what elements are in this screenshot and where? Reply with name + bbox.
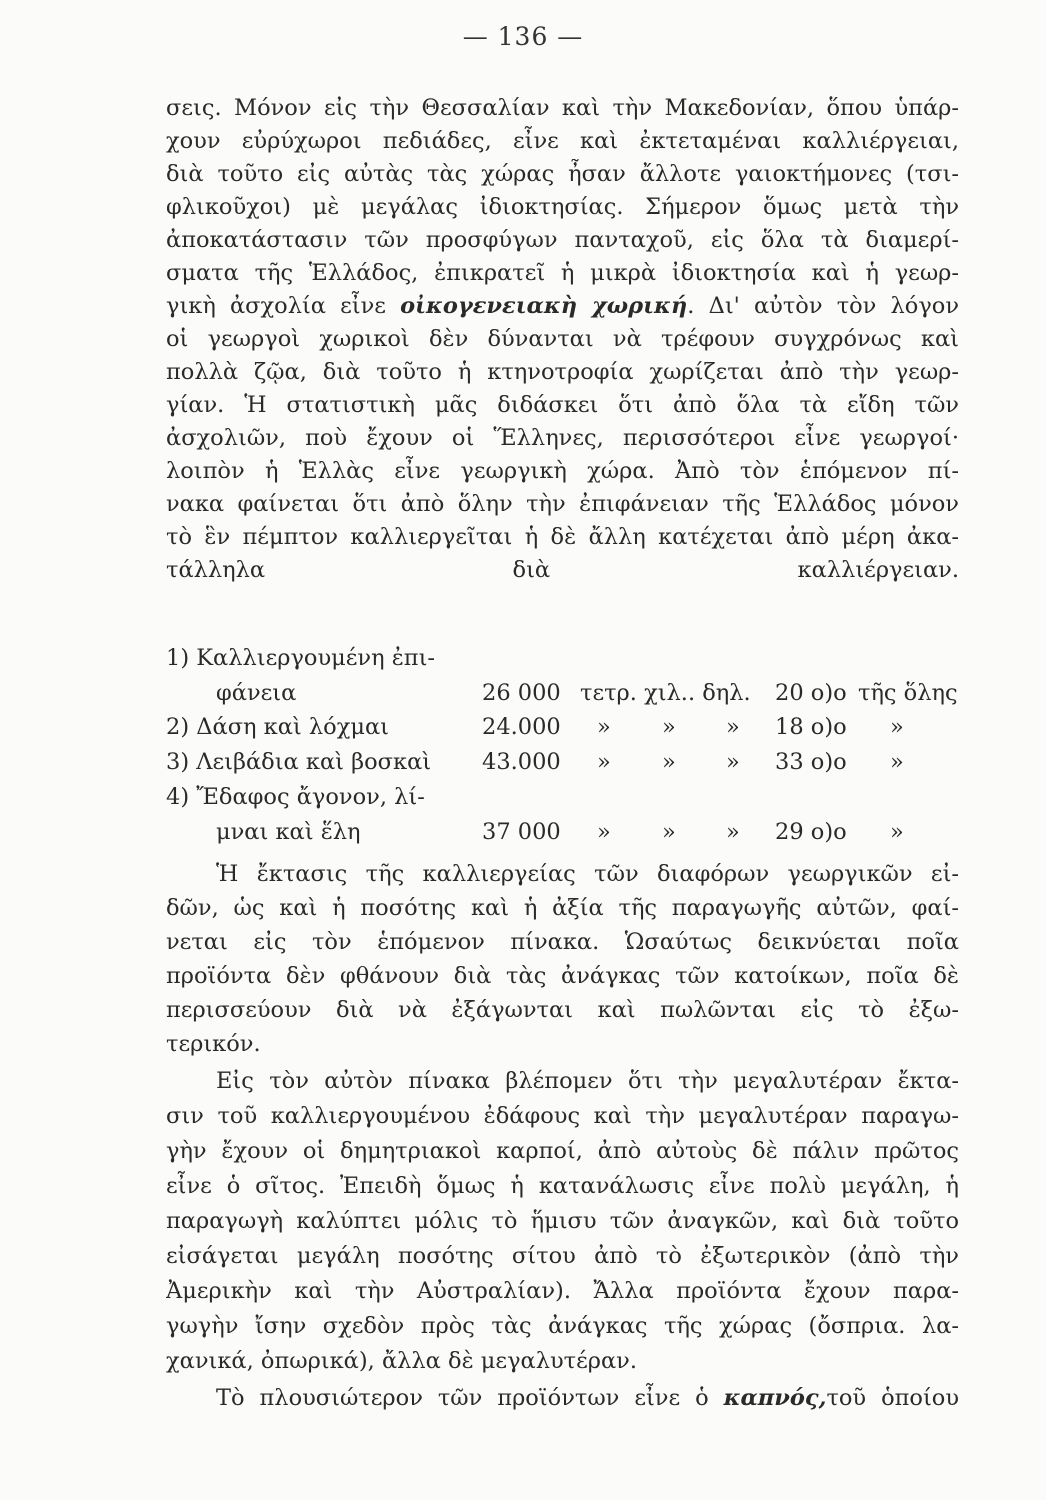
text-line: τερικόν. [166,1031,261,1057]
row-amount: 24.000 [482,714,561,740]
text-line: παραγωγὴ καλύπτει μόλις τὸ ἥμισυ τῶν ἀναγκῶν, καὶ διὰ τοῦτο [166,1208,959,1234]
text-line: γωγὴν ἴσην σχεδὸν πρὸς τὰς ἀνάγκας τῆς χώρας (ὄσπρια. λα- [166,1313,959,1339]
row-label: 3) Λειβάδια καὶ βοσκαὶ [166,749,432,775]
page-number: — 136 — [462,22,584,51]
row-suffix: » [890,819,904,845]
text-line: εἰσάγεται μεγάλη ποσότης σίτου ἀπὸ τὸ ἐξωτερικὸν (ἀπὸ τὴν [166,1243,959,1269]
text-fragment: γικὴ ἀσχολία εἶνε [166,293,401,319]
text-line: ἀποκατάστασιν τῶν προσφύγων πανταχοῦ, εἰς ὅλα τὰ διαμερί- [166,227,959,253]
text-fragment: . Δι' αὐτὸν τὸν λόγον [687,293,959,319]
row-amount: 37 000 [482,819,561,845]
row-unit: τετρ. χιλ.. δηλ. [580,680,751,706]
text-line [216,1383,959,1413]
row-label: φάνεια [216,680,297,706]
text-fragment: Τὸ πλουσιώτερον τῶν προϊόντων εἶνε ὁ [216,1385,724,1411]
row-unit: » [597,819,611,845]
text-line: πολλὰ ζῷα, διὰ τοῦτο ἡ κτηνοτροφία χωρίζεται ἀπὸ τὴν γεωρ- [166,359,959,385]
text-line: γίαν. Ἡ στατιστικὴ μᾶς διδάσκει ὅτι ἀπὸ ὅλα τὰ εἴδη τῶν [166,392,959,418]
row-label: 2) Δάση καὶ λόχμαι [166,714,389,740]
row-unit: » [726,749,740,775]
text-line: εἶνε ὁ σῖτος. Ἐπειδὴ ὅμως ἡ κατανάλωσις εἶνε πολὺ μεγάλη, ἡ [166,1173,959,1199]
text-line: λοιπὸν ἡ Ἑλλὰς εἶνε γεωργικὴ χώρα. Ἀπὸ τὸν ἑπόμενον πί- [166,458,959,484]
text-line: σεις. Μόνον εἰς τὴν Θεσσαλίαν καὶ τὴν Μακεδονίαν, ὅπου ὑπάρ- [166,95,959,121]
text-line: νεται εἰς τὸν ἑπόμενον πίνακα. Ὡσαύτως δεικνύεται ποῖα [166,929,959,955]
text-line: Ἡ ἔκτασις τῆς καλλιεργείας τῶν διαφόρων γεωργικῶν εἰ- [216,861,959,887]
row-unit: » [726,714,740,740]
row-percent: 29 ο)ο [775,819,847,845]
row-suffix: τῆς ὅλης [858,680,958,706]
row-percent: 20 ο)ο [775,680,847,706]
text-line: δῶν, ὡς καὶ ἡ ποσότης καὶ ἡ ἀξία τῆς παραγωγῆς αὐτῶν, φαί- [166,895,959,921]
text-line: οἱ γεωργοὶ χωρικοὶ δὲν δύνανται νὰ τρέφουν συγχρόνως καὶ [166,326,959,352]
text-line: ἀσχολιῶν, ποὺ ἔχουν οἱ Ἕλληνες, περισσότεροι εἶνε γεωργοί· [166,425,959,451]
text-line: τὸ ἓν πέμπτον καλλιεργεῖται ἡ δὲ ἄλλη κατέχεται ἀπὸ μέρη ἀκα- [166,524,959,550]
text-line: περισσεύουν διὰ νὰ ἐξάγωνται καὶ πωλῶνται εἰς τὸ ἐξω- [166,997,959,1023]
row-label: μναι καὶ ἕλη [216,819,361,845]
row-suffix: » [890,749,904,775]
text-line [166,588,959,618]
row-label: 4) Ἔδαφος ἄγονον, λί- [166,784,425,810]
text-fragment: τοῦ ὁποίου [826,1385,959,1411]
text-line: προϊόντα δὲν φθάνουν διὰ τὰς ἀνάγκας τῶν κατοίκων, ποῖα δὲ [166,963,959,989]
row-label: 1) Καλλιεργουμένη ἐπι- [166,645,436,671]
text-line: νακα φαίνεται ὅτι ἀπὸ ὅλην τὴν ἐπιφάνειαν τῆς Ἑλλάδος μόνον [166,491,959,517]
row-unit: » [726,819,740,845]
text-line: σιν τοῦ καλλιεργουμένου ἐδάφους καὶ τὴν μεγαλυτέραν παραγω- [166,1103,959,1129]
emphasis-text: οἰκογενειακὴ χωρική [400,293,688,319]
text-line: σματα τῆς Ἑλλάδος, ἐπικρατεῖ ἡ μικρὰ ἰδιοκτησία καὶ ἡ γεωρ- [166,260,959,286]
text-line: χουν εὐρύχωροι πεδιάδες, εἶνε καὶ ἐκτεταμέναι καλλιέργειαι, [166,128,959,154]
row-unit: » [662,749,676,775]
row-percent: 18 ο)ο [775,714,847,740]
text-line: χανικά, ὀπωρικά), ἄλλα δὲ μεγαλυτέραν. [166,1348,638,1374]
row-unit: » [597,749,611,775]
text-line [166,291,959,321]
row-unit: » [662,819,676,845]
row-suffix: » [890,714,904,740]
row-unit: » [597,714,611,740]
text-line: διὰ τοῦτο εἰς αὐτὰς τὰς χώρας ἦσαν ἄλλοτε γαιοκτήμονες (τσι- [166,161,959,187]
emphasis-text: καπνός, [723,1385,827,1411]
row-amount: 43.000 [482,749,561,775]
text-line: γὴν ἔχουν οἱ δημητριακοὶ καρποί, ἀπὸ αὐτοὺς δὲ πάλιν πρῶτος [166,1138,959,1164]
text-line: Εἰς τὸν αὐτὸν πίνακα βλέπομεν ὅτι τὴν μεγαλυτέραν ἔκτα- [216,1068,959,1094]
row-amount: 26 000 [482,680,561,706]
text-line: φλικοῦχοι) μὲ μεγάλας ἰδιοκτησίας. Σήμερον ὅμως μετὰ τὴν [166,194,959,220]
row-unit: » [662,714,676,740]
row-percent: 33 ο)ο [775,749,847,775]
text-line: τάλληλα διὰ καλλιέργειαν. [166,557,959,583]
text-line: Ἀμερικὴν καὶ τὴν Αὐστραλίαν). Ἄλλα προϊόντα ἔχουν παρα- [166,1278,959,1304]
